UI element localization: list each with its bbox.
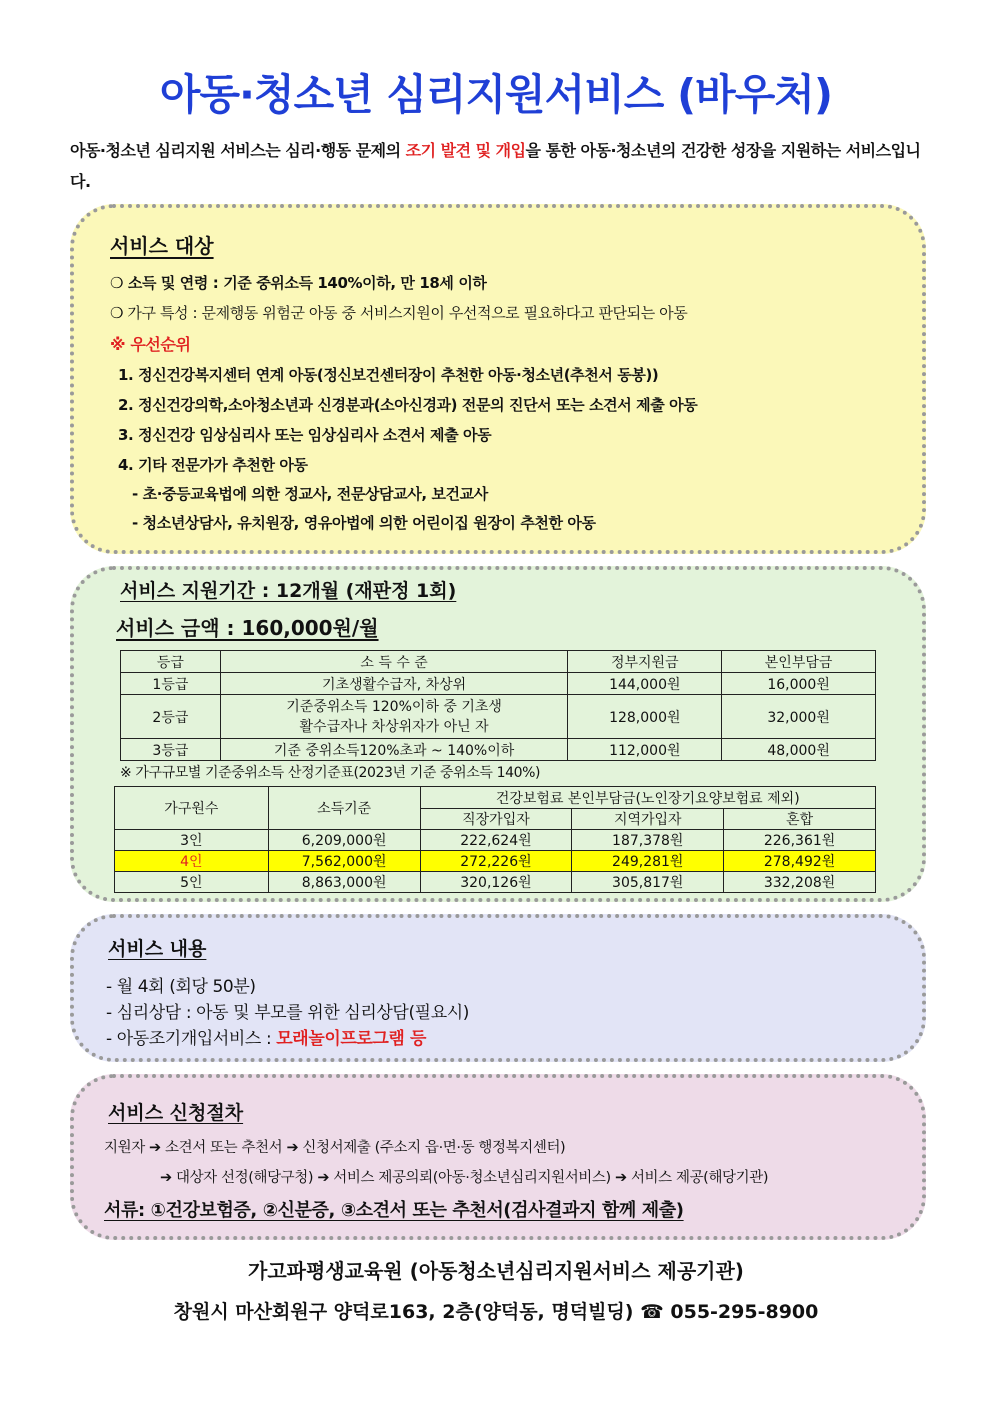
priority-4b: - 청소년상담사, 유치원장, 영유아법에 의한 어린이집 원장이 추천한 아동 <box>132 514 596 532</box>
procedure-section <box>70 1074 926 1240</box>
income-cell: 기초생활수급자, 차상위 <box>220 673 568 695</box>
content-item-2: - 심리상담 : 아동 및 부모를 위한 심리상담(필요시) <box>106 1003 469 1023</box>
priority-label: ※ 우선순위 <box>110 335 191 354</box>
hh-header-local: 지역가입자 <box>572 809 724 830</box>
target-item-household: ❍ 가구 특성 : 문제행동 위험군 아동 중 서비스지원이 우선적으로 필요하다고 판단되는 아동 <box>110 304 688 322</box>
table-row <box>115 830 876 851</box>
local-cell: 187,378원 <box>572 830 724 851</box>
priority-2: 2. 정신건강의학,소아청소년과 신경분과(소아신경과) 전문의 진단서 또는 소견서 제출 아동 <box>118 396 698 414</box>
table-row <box>121 695 876 739</box>
gov-cell: 144,000원 <box>568 673 722 695</box>
work-cell: 320,126원 <box>420 872 572 893</box>
gov-cell: 112,000원 <box>568 739 722 761</box>
procedure-step-1: 지원자 ➔ 소견서 또는 추천서 ➔ 신청서제출 (주소지 읍·면·동 행정복지센터) <box>104 1140 566 1156</box>
intro-text-before: 아동·청소년 심리지원 서비스는 심리·행동 문제의 <box>70 141 406 160</box>
grade-header-gov: 정부지원금 <box>568 651 722 673</box>
local-cell: 305,817원 <box>572 872 724 893</box>
self-cell: 48,000원 <box>722 739 876 761</box>
content-item-1: - 월 4회 (회당 50분) <box>106 977 256 997</box>
mixed-cell: 278,492원 <box>724 851 876 872</box>
footer-address: 창원시 마산회원구 양덕로163, 2층(양덕동, 명덕빌딩) ☎ 055-295-8900 <box>173 1301 819 1323</box>
income-cell: 기준중위소득 120%이하 중 기초생활수급자나 차상위자가 아닌 자 <box>220 695 568 739</box>
priority-1: 1. 정신건강복지센터 연계 아동(정신보건센터장이 추천한 아동·청소년(추천서 동봉)) <box>118 366 659 384</box>
grade-header-self: 본인부담금 <box>722 651 876 673</box>
amount-heading: 서비스 금액 : 160,000원/월 <box>116 616 379 640</box>
income-cell: 기준 중위소득120%초과 ~ 140%이하 <box>220 739 568 761</box>
procedure-heading: 서비스 신청절차 <box>108 1102 244 1124</box>
income-cell: 7,562,000원 <box>268 851 420 872</box>
grade-cell: 2등급 <box>121 695 221 739</box>
intro-paragraph <box>70 135 925 197</box>
procedure-docs: 서류: ①건강보험증, ②신분증, ③소견서 또는 추천서(검사결과지 함께 제출) <box>104 1200 684 1221</box>
table-row <box>121 739 876 761</box>
income-cell: 8,863,000원 <box>268 872 420 893</box>
local-cell: 249,281원 <box>572 851 724 872</box>
intro-text-after: 을 통한 아동·청소년의 건강한 성장을 지원하는 서비스입니다. <box>70 141 921 191</box>
period-heading: 서비스 지원기간 : 12개월 (재판정 1회) <box>120 580 457 602</box>
table-row-highlighted <box>115 851 876 872</box>
content-item-3 <box>106 1024 426 1049</box>
period-section <box>70 566 926 902</box>
grade-cell: 1등급 <box>121 673 221 695</box>
target-section <box>70 204 926 554</box>
household-table <box>114 786 876 893</box>
target-item-income: ❍ 소득 및 연령 : 기준 중위소득 140%이하, 만 18세 이하 <box>110 274 487 292</box>
gov-cell: 128,000원 <box>568 695 722 739</box>
work-cell: 272,226원 <box>420 851 572 872</box>
priority-3: 3. 정신건강 임상심리사 또는 임상심리사 소견서 제출 아동 <box>118 426 492 444</box>
household-note: ※ 가구규모별 기준중위소득 산정기준표(2023년 기준 중위소득 140%) <box>120 765 541 781</box>
mixed-cell: 226,361원 <box>724 830 876 851</box>
hh-header-members: 가구원수 <box>115 787 269 830</box>
hh-header-mixed: 혼합 <box>724 809 876 830</box>
members-cell: 5인 <box>115 872 269 893</box>
grade-table <box>120 650 876 761</box>
members-cell: 3인 <box>115 830 269 851</box>
grade-cell: 3등급 <box>121 739 221 761</box>
content-section <box>70 914 926 1062</box>
table-row <box>121 673 876 695</box>
mixed-cell: 332,208원 <box>724 872 876 893</box>
page-title: 아동·청소년 심리지원서비스 (바우처) <box>159 70 833 119</box>
hh-header-insurance: 건강보험료 본인부담금(노인장기요양보험료 제외) <box>420 787 875 809</box>
table-row <box>115 872 876 893</box>
members-cell: 4인 <box>115 851 269 872</box>
priority-4a: - 초·중등교육법에 의한 정교사, 전문상담교사, 보건교사 <box>132 485 488 503</box>
content-item-3-highlight: 모래놀이프로그램 등 <box>276 1029 426 1049</box>
hh-header-income: 소득기준 <box>268 787 420 830</box>
footer-org: 가고파평생교육원 (아동청소년심리지원서비스 제공기관) <box>248 1259 744 1283</box>
hh-header-work: 직장가입자 <box>420 809 572 830</box>
content-item-3-text: - 아동조기개입서비스 : <box>106 1029 277 1049</box>
procedure-step-2: ➔ 대상자 선정(해당구청) ➔ 서비스 제공의뢰(아동·청소년심리지원서비스) ➔ 서비스 제공(해당기관) <box>160 1170 769 1186</box>
content-heading: 서비스 내용 <box>108 938 207 960</box>
target-heading: 서비스 대상 <box>110 234 214 258</box>
priority-4: 4. 기타 전문가가 추천한 아동 <box>118 456 308 474</box>
grade-header-income: 소 득 수 준 <box>220 651 568 673</box>
self-cell: 16,000원 <box>722 673 876 695</box>
income-cell: 6,209,000원 <box>268 830 420 851</box>
intro-highlight: 조기 발견 및 개입 <box>405 141 526 160</box>
self-cell: 32,000원 <box>722 695 876 739</box>
work-cell: 222,624원 <box>420 830 572 851</box>
grade-header-grade: 등급 <box>121 651 221 673</box>
